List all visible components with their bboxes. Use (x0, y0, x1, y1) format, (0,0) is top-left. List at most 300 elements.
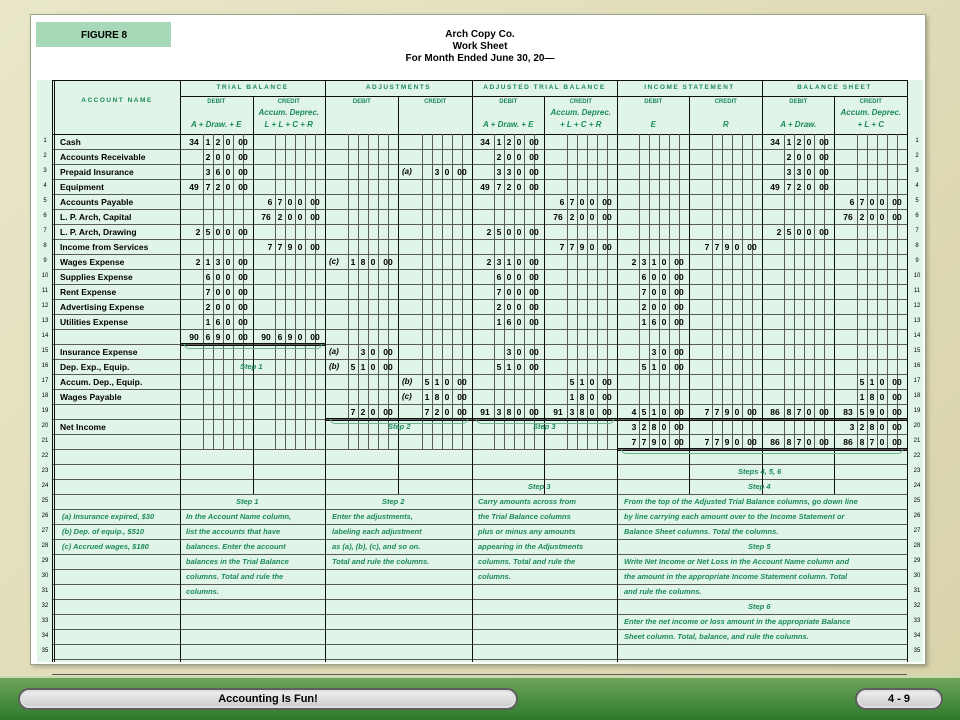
amount-digit: 2 (796, 137, 802, 147)
row-number: 14 (41, 333, 49, 339)
account-name: Wages Payable (60, 392, 122, 402)
row-number: 10 (41, 273, 49, 279)
amount-digit: 6 (506, 317, 512, 327)
row-number: 27 (913, 528, 921, 534)
amount-digit: 6 (205, 272, 211, 282)
amount-cents: 00 (529, 272, 539, 282)
amount-cents: 00 (529, 227, 539, 237)
step-marker: Step 3 (533, 422, 556, 431)
row-number: 29 (41, 558, 49, 564)
amount-digit: 7 (205, 287, 211, 297)
step1-brace (184, 344, 322, 349)
amount-digit: 0 (806, 407, 812, 417)
amount-digit: 1 (641, 317, 647, 327)
amount-digit: 0 (734, 437, 740, 447)
amount-digit: 1 (506, 257, 512, 267)
amount-digit: 0 (225, 167, 231, 177)
instruction-step1-line: balances. Enter the account (186, 542, 286, 551)
amount-digit: 0 (589, 407, 595, 417)
credit-subheader-0: Accum. Deprec. (258, 108, 319, 117)
row-number: 20 (913, 423, 921, 429)
amount-digit: 2 (486, 227, 492, 237)
row-number: 7 (43, 228, 47, 234)
amount-digit: 0 (516, 317, 522, 327)
amount-digit: 5 (641, 362, 647, 372)
amount-cents: 00 (310, 332, 320, 342)
row-number: 17 (41, 378, 49, 384)
amount-digit: 0 (516, 227, 522, 237)
amount-digit: 2 (215, 137, 221, 147)
amount-digit: 6 (277, 332, 283, 342)
row-number: 16 (41, 363, 49, 369)
amount-cents: 00 (310, 212, 320, 222)
account-name: Insurance Expense (60, 347, 138, 357)
amount-digit: 1 (205, 137, 211, 147)
instruction-step1-line: In the Account Name column, (186, 512, 292, 521)
amount-digit: 5 (641, 407, 647, 417)
amount-digit: 86 (770, 437, 780, 447)
steps456-brace (621, 449, 903, 454)
grid-line-vertical (544, 96, 545, 494)
amount-digit: 91 (480, 407, 490, 417)
instruction-step-line: Sheet column. Total, balance, and rule the columns. (624, 632, 809, 641)
amount-digit: 0 (215, 287, 221, 297)
instruction-step2-line: as (a), (b), (c), and so on. (332, 542, 421, 551)
instruction-step2-title: Step 2 (382, 497, 405, 506)
row-number: 21 (913, 438, 921, 444)
amount-digit: 0 (879, 197, 885, 207)
amount-cents: 00 (602, 242, 612, 252)
amount-digit: 7 (704, 242, 710, 252)
row-number: 5 (915, 198, 919, 204)
amount-digit: 0 (444, 392, 450, 402)
account-name: Net Income (60, 422, 106, 432)
amount-digit: 0 (579, 197, 585, 207)
amount-cents: 00 (238, 302, 248, 312)
instruction-step-line: by line carrying each amount over to the Income Statement or (624, 512, 845, 521)
amount-digit: 2 (277, 212, 283, 222)
amount-digit: 0 (651, 272, 657, 282)
amount-digit: 0 (287, 197, 293, 207)
instruction-step1-line: columns. Total and rule the (186, 572, 284, 581)
row-number: 3 (915, 168, 919, 174)
debit-header-0: DEBIT (207, 99, 226, 105)
amount-digit: 2 (776, 227, 782, 237)
grid-line-vertical (617, 494, 618, 662)
account-name: Dep. Exp., Equip. (60, 362, 130, 372)
grid-line-digit (348, 134, 349, 449)
row-number: 23 (913, 468, 921, 474)
amount-digit: 76 (553, 212, 563, 222)
footer-title-text: Accounting Is Fun! (218, 693, 318, 705)
row-number: 24 (41, 483, 49, 489)
instruction-step1-line: balances in the Trial Balance (186, 557, 289, 566)
amount-digit: 9 (579, 242, 585, 252)
amount-cents: 00 (892, 197, 902, 207)
amount-digit: 5 (205, 227, 211, 237)
section-title-2: ADJUSTED TRIAL BALANCE (483, 84, 606, 91)
instruction-step3-line: columns. (478, 572, 511, 581)
amount-digit: 2 (796, 182, 802, 192)
amount-cents: 00 (529, 317, 539, 327)
adjustment-label: (c) (402, 392, 412, 401)
amount-digit: 0 (516, 167, 522, 177)
amount-digit: 1 (651, 407, 657, 417)
amount-digit: 9 (287, 242, 293, 252)
amount-digit: 7 (704, 437, 710, 447)
amount-digit: 7 (869, 437, 875, 447)
amount-digit: 2 (641, 302, 647, 312)
amount-digit: 0 (661, 362, 667, 372)
row-number: 28 (41, 543, 49, 549)
amount-cents: 00 (674, 287, 684, 297)
amount-cents: 00 (674, 407, 684, 417)
amount-digit: 0 (589, 377, 595, 387)
amount-digit: 76 (843, 212, 853, 222)
amount-cents: 00 (457, 377, 467, 387)
grid-line-digit (295, 134, 296, 449)
instruction-step1-line: list the accounts that have (186, 527, 281, 536)
row-number: 9 (915, 258, 919, 264)
amount-digit: 0 (734, 407, 740, 417)
amount-cents: 00 (457, 392, 467, 402)
amount-cents: 00 (602, 197, 612, 207)
credit-header-2: CREDIT (569, 99, 592, 105)
amount-digit: 0 (589, 197, 595, 207)
amount-digit: 0 (516, 362, 522, 372)
amount-digit: 0 (796, 152, 802, 162)
amount-digit: 6 (651, 317, 657, 327)
amount-digit: 7 (496, 287, 502, 297)
row-number: 35 (913, 648, 921, 654)
amount-digit: 9 (287, 332, 293, 342)
amount-cents: 00 (892, 422, 902, 432)
amount-digit: 0 (579, 212, 585, 222)
footer-bar (0, 676, 960, 720)
row-number: 15 (41, 348, 49, 354)
row-number: 4 (43, 183, 47, 189)
amount-digit: 6 (215, 167, 221, 177)
row-number: 34 (913, 633, 921, 639)
row-number: 13 (41, 318, 49, 324)
amount-digit: 7 (277, 197, 283, 207)
amount-cents: 00 (238, 272, 248, 282)
amount-digit: 3 (496, 167, 502, 177)
account-name: Accounts Payable (60, 197, 134, 207)
grid-line-vertical (54, 80, 55, 662)
amount-digit: 0 (869, 212, 875, 222)
amount-digit: 2 (195, 257, 201, 267)
amount-digit: 3 (205, 167, 211, 177)
row-number: 32 (913, 603, 921, 609)
account-name: L. P. Arch, Drawing (60, 227, 137, 237)
row-number: 30 (41, 573, 49, 579)
grid-line-vertical (398, 96, 399, 494)
account-name: Accum. Dep., Equip. (60, 377, 143, 387)
amount-cents: 00 (238, 182, 248, 192)
row-number: 27 (41, 528, 49, 534)
amount-digit: 0 (516, 137, 522, 147)
amount-digit: 3 (215, 257, 221, 267)
grid-line-digit (712, 134, 713, 449)
row-number: 28 (913, 543, 921, 549)
grid-line-vertical (180, 96, 181, 494)
amount-digit: 3 (849, 422, 855, 432)
amount-digit: 5 (569, 377, 575, 387)
amount-cents: 00 (674, 362, 684, 372)
amount-digit: 83 (843, 407, 853, 417)
grid-line-digit (275, 134, 276, 449)
step-marker: Step 2 (388, 422, 411, 431)
amount-digit: 91 (553, 407, 563, 417)
credit-formula-0: L + L + C + R (264, 120, 313, 129)
debit-header-1: DEBIT (352, 99, 371, 105)
row-number: 8 (43, 243, 47, 249)
amount-digit: 0 (225, 137, 231, 147)
amount-digit: 3 (360, 347, 366, 357)
amount-cents: 00 (747, 242, 757, 252)
amount-cents: 00 (674, 257, 684, 267)
amount-digit: 5 (786, 227, 792, 237)
amount-digit: 2 (360, 407, 366, 417)
credit-header-0: CREDIT (277, 99, 300, 105)
amount-cents: 00 (529, 362, 539, 372)
instruction-adjustment-note: (b) Dep. of equip., $510 (62, 527, 145, 536)
credit-header-4: CREDIT (859, 99, 882, 105)
adjustment-label: (a) (329, 347, 339, 356)
amount-digit: 2 (631, 257, 637, 267)
amount-digit: 7 (641, 437, 647, 447)
amount-digit: 8 (434, 392, 440, 402)
amount-digit: 7 (859, 197, 865, 207)
grid-line-vertical (253, 96, 254, 494)
debit-header-2: DEBIT (499, 99, 518, 105)
step-marker: Steps 4, 5, 6 (738, 467, 782, 476)
amount-digit: 3 (641, 257, 647, 267)
amount-cents: 00 (892, 437, 902, 447)
amount-digit: 0 (297, 212, 303, 222)
instruction-step-title: Step 5 (748, 542, 771, 551)
page-number-text: 4 - 9 (887, 693, 910, 705)
grid-line-vertical (325, 494, 326, 662)
amount-digit: 1 (434, 377, 440, 387)
grid-line-digit (378, 134, 379, 449)
amount-digit: 0 (869, 197, 875, 207)
account-name: Cash (60, 137, 81, 147)
row-number: 22 (913, 453, 921, 459)
figure-label-text: FIGURE 8 (81, 30, 128, 41)
grid-line-digit (732, 134, 733, 449)
amount-digit: 7 (496, 182, 502, 192)
amount-digit: 7 (796, 407, 802, 417)
amount-cents: 00 (238, 137, 248, 147)
debit-header-4: DEBIT (789, 99, 808, 105)
amount-digit: 0 (287, 212, 293, 222)
row-number: 17 (913, 378, 921, 384)
instruction-step3-line: columns. Total and rule the (478, 557, 576, 566)
amount-digit: 0 (879, 437, 885, 447)
instruction-step1-title: Step 1 (236, 497, 259, 506)
amount-digit: 1 (360, 362, 366, 372)
amount-digit: 1 (506, 362, 512, 372)
amount-digit: 0 (661, 422, 667, 432)
amount-digit: 7 (350, 407, 356, 417)
amount-digit: 7 (704, 407, 710, 417)
amount-cents: 00 (819, 437, 829, 447)
amount-digit: 5 (350, 362, 356, 372)
amount-digit: 0 (661, 347, 667, 357)
amount-cents: 00 (529, 347, 539, 357)
amount-digit: 1 (786, 137, 792, 147)
instruction-step2-line: labeling each adjustment (332, 527, 422, 536)
grid-line-digit (742, 134, 743, 449)
row-number: 3 (43, 168, 47, 174)
amount-digit: 0 (444, 407, 450, 417)
amount-digit: 8 (651, 422, 657, 432)
amount-digit: 8 (786, 407, 792, 417)
row-number: 29 (913, 558, 921, 564)
amount-digit: 8 (506, 407, 512, 417)
amount-digit: 0 (806, 152, 812, 162)
amount-digit: 6 (205, 332, 211, 342)
amount-digit: 0 (806, 227, 812, 237)
amount-digit: 6 (849, 197, 855, 207)
amount-digit: 34 (480, 137, 490, 147)
amount-digit: 34 (770, 137, 780, 147)
grid-line-vertical (834, 96, 835, 494)
amount-digit: 0 (661, 437, 667, 447)
amount-digit: 0 (589, 392, 595, 402)
row-number: 35 (41, 648, 49, 654)
amount-digit: 1 (496, 317, 502, 327)
row-number: 22 (41, 453, 49, 459)
amount-cents: 00 (819, 407, 829, 417)
debit-header-3: DEBIT (644, 99, 663, 105)
instruction-step1-line: columns. (186, 587, 219, 596)
row-number: 18 (913, 393, 921, 399)
amount-digit: 2 (859, 212, 865, 222)
grid-line-digit (368, 134, 369, 449)
amount-digit: 90 (261, 332, 271, 342)
amount-digit: 6 (267, 197, 273, 207)
amount-digit: 7 (569, 197, 575, 207)
amount-digit: 0 (370, 257, 376, 267)
amount-digit: 9 (869, 407, 875, 417)
amount-digit: 90 (189, 332, 199, 342)
row-number: 8 (915, 243, 919, 249)
amount-digit: 9 (724, 407, 730, 417)
amount-cents: 00 (383, 347, 393, 357)
amount-cents: 00 (674, 272, 684, 282)
amount-cents: 00 (747, 407, 757, 417)
row-number: 33 (41, 618, 49, 624)
row-number: 18 (41, 393, 49, 399)
instruction-adjustment-note: (a) Insurance expired, $30 (62, 512, 155, 521)
row-number: 26 (41, 513, 49, 519)
amount-digit: 0 (661, 407, 667, 417)
amount-cents: 00 (819, 137, 829, 147)
row-number: 32 (41, 603, 49, 609)
amount-digit: 0 (661, 257, 667, 267)
amount-cents: 00 (892, 407, 902, 417)
amount-digit: 0 (297, 332, 303, 342)
debit-formula-4: A + Draw. (780, 120, 817, 129)
amount-digit: 0 (225, 317, 231, 327)
amount-cents: 00 (310, 242, 320, 252)
amount-cents: 00 (529, 302, 539, 312)
amount-digit: 2 (786, 152, 792, 162)
row-number: 12 (41, 303, 49, 309)
account-name: Supplies Expense (60, 272, 133, 282)
amount-cents: 00 (238, 167, 248, 177)
instruction-step-line: From the top of the Adjusted Trial Balance columns, go down line (624, 497, 858, 506)
amount-cents: 00 (529, 137, 539, 147)
grid-line-row (52, 674, 907, 675)
page-number (855, 688, 943, 710)
amount-digit: 0 (215, 227, 221, 237)
amount-digit: 8 (869, 422, 875, 432)
amount-cents: 00 (819, 167, 829, 177)
amount-digit: 3 (434, 167, 440, 177)
debit-formula-0: A + Draw. + E (190, 120, 242, 129)
amount-cents: 00 (383, 257, 393, 267)
amount-digit: 2 (205, 302, 211, 312)
amount-cents: 00 (674, 347, 684, 357)
amount-digit: 3 (786, 167, 792, 177)
row-number: 21 (41, 438, 49, 444)
step3-brace (476, 419, 614, 424)
credit-header-3: CREDIT (714, 99, 737, 105)
account-name: Equipment (60, 182, 104, 192)
amount-digit: 0 (651, 287, 657, 297)
amount-digit: 0 (225, 257, 231, 267)
amount-digit: 3 (651, 347, 657, 357)
amount-digit: 0 (297, 242, 303, 252)
account-name: Income from Services (60, 242, 149, 252)
amount-cents: 00 (602, 407, 612, 417)
amount-digit: 0 (444, 377, 450, 387)
credit-formula-2: + L + C + R (560, 120, 602, 129)
amount-digit: 8 (579, 392, 585, 402)
amount-digit: 0 (516, 182, 522, 192)
row-number: 31 (913, 588, 921, 594)
amount-digit: 7 (714, 407, 720, 417)
amount-digit: 2 (506, 137, 512, 147)
amount-digit: 2 (195, 227, 201, 237)
credit-formula-3: R (722, 120, 729, 129)
amount-digit: 3 (569, 407, 575, 417)
amount-digit: 8 (579, 407, 585, 417)
row-number: 16 (913, 363, 921, 369)
amount-digit: 0 (879, 407, 885, 417)
amount-digit: 0 (215, 272, 221, 282)
row-number: 23 (41, 468, 49, 474)
amount-digit: 7 (631, 437, 637, 447)
row-number: 19 (41, 408, 49, 414)
instruction-step-line: Write Net Income or Net Loss in the Account Name column and (624, 557, 850, 566)
amount-digit: 3 (796, 167, 802, 177)
figure-label (36, 22, 171, 47)
instruction-step-title: Step 4 (748, 482, 771, 491)
instruction-step3-line: the Trial Balance columns (478, 512, 571, 521)
amount-digit: 7 (559, 242, 565, 252)
amount-digit: 76 (261, 212, 271, 222)
grid-line-digit (315, 134, 316, 449)
credit-subheader-4: Accum. Deprec. (840, 108, 901, 117)
amount-digit: 0 (506, 227, 512, 237)
amount-cents: 00 (310, 197, 320, 207)
amount-digit: 0 (661, 287, 667, 297)
